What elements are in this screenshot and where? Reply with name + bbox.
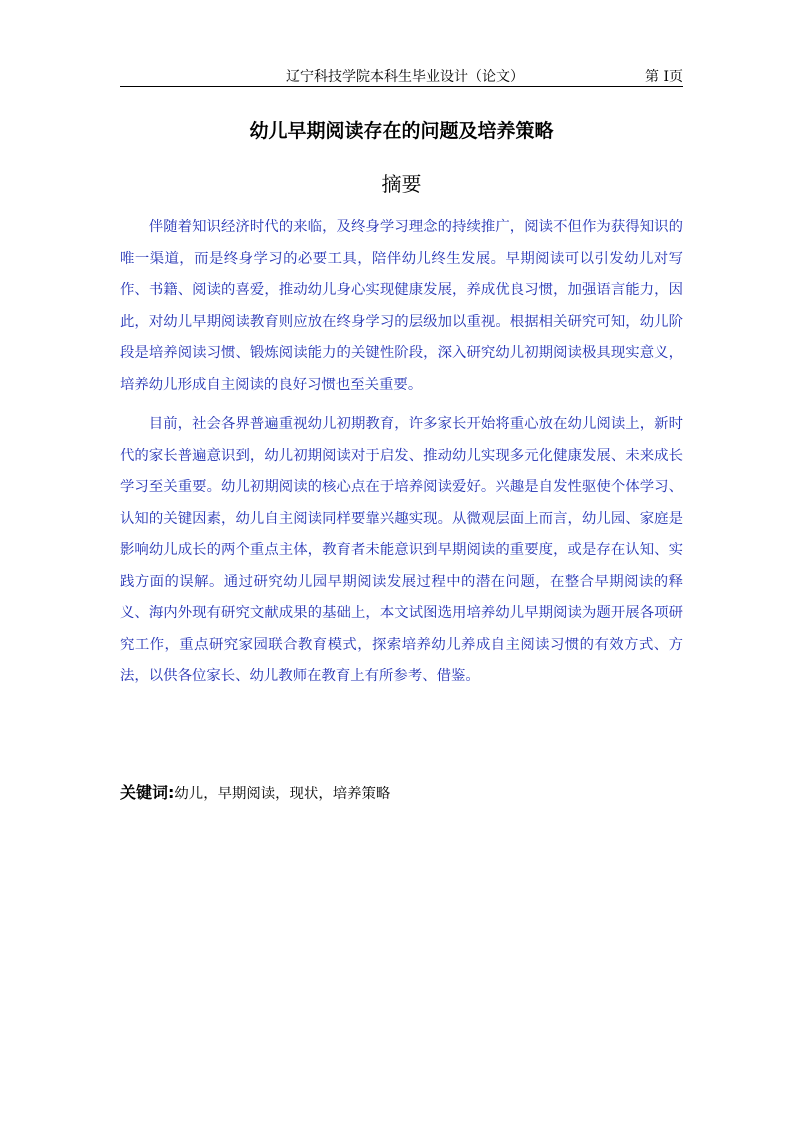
abstract-body [120, 212, 683, 693]
keywords-line [120, 780, 390, 803]
keywords-label: 关键词: [120, 783, 175, 802]
abstract-paragraph-2: 目前，社会各界普遍重视幼儿初期教育，许多家长开始将重心放在幼儿阅读上，新时代的家长普遍意识到，幼儿初期阅读对于启发、推动幼儿实现多元化健康发展、未来成长学习至关重要。幼儿初期阅读的核心点在于培养阅读爱好。兴趣是自发性驱使个体学习、认知的关键因素，幼儿自主阅读同样要靠兴趣实现。从微观层面上而言，幼儿园、家庭是影响幼儿成长的两个重点主体，教育者未能意识到早期阅读的重要度，或是存在认知、实践方面的误解。通过研究幼儿园早期阅读发展过程中的潜在问题，在整合早期阅读的释义、海内外现有研究文献成果的基础上，本文试图选用培养幼儿早期阅读为题开展各项研究工作，重点研究家园联合教育模式，探索培养幼儿养成自主阅读习惯的有效方式、方法，以供各位家长、幼儿教师在教育上有所参考、借鉴。 [120, 416, 683, 684]
header-title: 辽宁科技学院本科生毕业设计（论文） [286, 69, 524, 85]
page-number: 第 I页 [645, 69, 683, 85]
running-header [120, 62, 683, 87]
abstract-paragraph-1: 伴随着知识经济时代的来临，及终身学习理念的持续推广，阅读不但作为获得知识的唯一渠道，而是终身学习的必要工具，陪伴幼儿终生发展。早期阅读可以引发幼儿对写作、书籍、阅读的喜爱，推动幼儿身心实现健康发展，养成优良习惯，加强语言能力，因此，对幼儿早期阅读教育则应放在终身学习的层级加以重视。根据相关研究可知，幼儿阶段是培养阅读习惯、锻炼阅读能力的关键性阶段，深入研究幼儿初期阅读极具现实意义，培养幼儿形成自主阅读的良好习惯也至关重要。 [120, 219, 683, 393]
document-title: 幼儿早期阅读存在的问题及培养策略 [249, 120, 554, 142]
abstract-heading: 摘要 [381, 172, 422, 196]
keywords-text: 幼儿，早期阅读，现状，培养策略 [174, 786, 391, 802]
